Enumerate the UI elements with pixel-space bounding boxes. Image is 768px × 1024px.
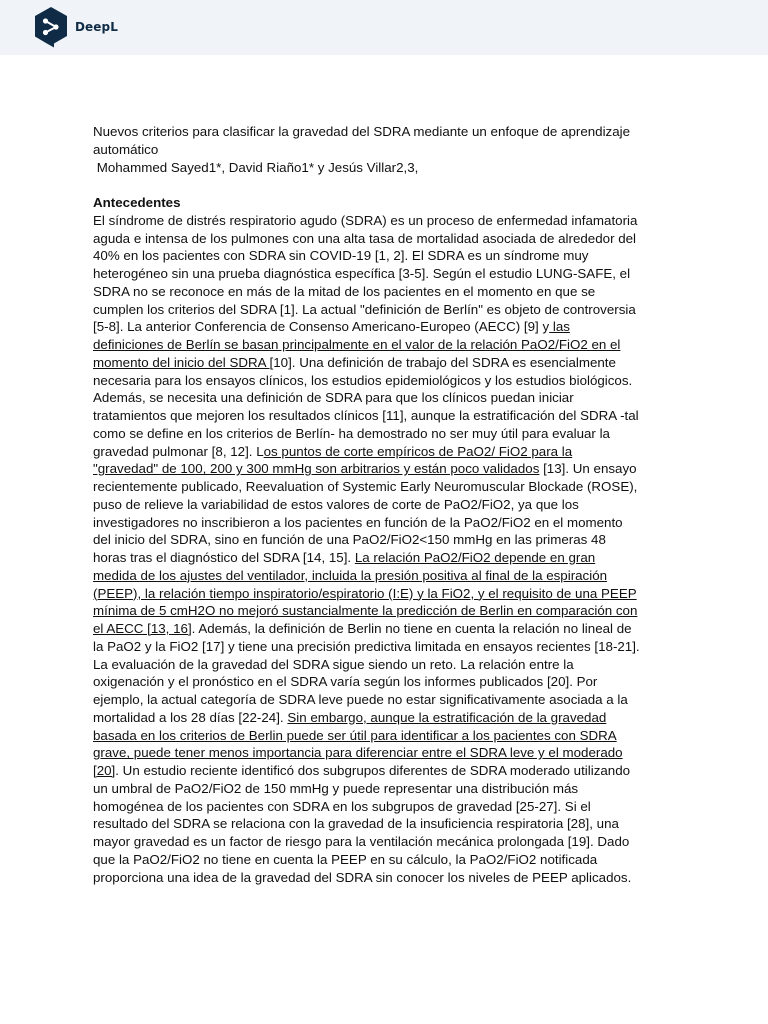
body-text-line xyxy=(93,833,683,851)
body-text-line xyxy=(93,638,683,656)
text-segment: tratamientos que mejoren los resultados clínicos [11], aunque la estratificación del SDRA -tal xyxy=(93,408,639,423)
text-segment: como se define en los criterios de Berlín- ha demostrado no ser muy útil para evaluar la xyxy=(93,425,610,441)
highlighted-text-segment: momento del inicio del SDRA xyxy=(93,354,270,370)
deepl-logo-icon xyxy=(33,6,69,48)
text-segment: necesaria para los ensayos clínicos, los estudios epidemiológicos y los estudios biológicos. xyxy=(93,372,633,388)
text-segment: [10]. Una definición de trabajo del SDRA es esencialmente xyxy=(269,354,616,370)
body-text-line xyxy=(93,283,683,301)
body-text-line xyxy=(93,389,683,407)
section-heading: Antecedentes xyxy=(93,195,181,210)
body-text-line xyxy=(93,727,683,745)
highlighted-text-segment: basada en los criterios de Berlin puede ser útil para identificar a los pacientes con SDRA xyxy=(93,727,617,743)
text-segment: cumplen los criterios del SDRA [1]. La actual "definición de Berlín" es objeto de controversia xyxy=(93,301,636,317)
highlighted-text-segment: las xyxy=(549,319,570,335)
top-bar xyxy=(0,0,768,55)
text-segment: un umbral de PaO2/FiO2 de 150 mmHg y puede representar una distribución más xyxy=(93,780,579,796)
body-text-line xyxy=(93,318,683,336)
text-segment: proporciona una idea de la gravedad del SDRA sin conocer los niveles de PEEP aplicados. xyxy=(93,869,632,885)
body-text-line xyxy=(93,460,683,478)
text-segment: la PaO2 y la FiO2 [17] y tiene una precisión predictiva limitada en ensayos recientes [18-21]. xyxy=(93,638,640,654)
body-text-line xyxy=(93,851,683,869)
document-body xyxy=(93,123,683,886)
text-segment: [5-8]. La anterior Conferencia de Consenso Americano-Europeo (AECC) [9] y xyxy=(93,319,550,335)
deepl-logo[interactable] xyxy=(33,6,118,48)
document-authors: Mohammed Sayed1*, David Riaño1* y Jesús Villar2,3, xyxy=(93,159,419,175)
body-text-line xyxy=(93,549,683,567)
body-text-line xyxy=(93,425,683,443)
highlighted-text-segment: os puntos de corte empíricos de PaO2/ FiO2 para la xyxy=(263,443,573,459)
text-segment: [13]. Un ensayo xyxy=(539,461,637,477)
body-text-line xyxy=(93,336,683,354)
body-text-line xyxy=(93,301,683,319)
body-text-line xyxy=(93,230,683,248)
text-segment: ejemplo, la actual categoría de SDRA leve puede no estar significativamente asociada a la xyxy=(93,692,628,707)
text-segment: homogénea de los pacientes con SDRA en los subgrupos de gravedad [25-27]. Si el xyxy=(93,798,591,814)
body-text-line xyxy=(93,673,683,691)
body-text-line xyxy=(93,656,683,674)
highlighted-text-segment: grave, puede tener menos importancia para diferenciar entre el SDRA leve y el moderado xyxy=(93,745,623,761)
highlighted-text-segment: el AECC [13, 16] xyxy=(93,621,192,636)
text-segment: mortalidad a los 28 días [22-24]. xyxy=(93,709,288,725)
text-segment: SDRA no se reconoce en más de la mitad de los pacientes en el momento en que se xyxy=(93,283,596,299)
text-segment: horas tras el diagnóstico del SDRA [14, 15]. xyxy=(93,550,355,565)
text-segment: gravedad pulmonar [8, 12]. L xyxy=(93,443,264,459)
body-text-line xyxy=(93,691,683,709)
text-segment: puso de relieve la variabilidad de estos valores de corte de PaO2/FiO2, ya que los xyxy=(93,496,579,512)
text-segment: La evaluación de la gravedad del SDRA sigue siendo un reto. La relación entre la xyxy=(93,656,574,672)
body-text-line xyxy=(93,265,683,283)
body-text-line xyxy=(93,585,683,603)
paragraph-gap xyxy=(93,176,683,194)
text-segment: heterogéneo sin una prueba diagnóstica específica [3-5]. Según el estudio LUNG-SAFE, el xyxy=(93,266,631,281)
highlighted-text-segment: "gravedad" de 100, 200 y 300 mmHg son arbitrarios y están poco validados xyxy=(93,461,540,477)
text-segment: recientemente publicado, Reevaluation of Systemic Early Neuromuscular Blockade (ROSE), xyxy=(93,479,638,494)
body-text-line xyxy=(93,620,683,638)
highlighted-text-segment: La relación PaO2/FiO2 depende en gran xyxy=(354,550,596,565)
body-text-line xyxy=(93,567,683,585)
body-text-line xyxy=(93,247,683,265)
body-text-line xyxy=(93,798,683,816)
body-text-line xyxy=(93,531,683,549)
text-segment: . Además, la definición de Berlin no tiene en cuenta la relación no lineal de xyxy=(191,621,632,636)
highlighted-text-segment: mínima de 5 cmH2O no mejoró sustancialmente la predicción de Berlin en comparación con xyxy=(93,603,638,619)
text-segment: oxigenación y el pronóstico en el SDRA varía según los informes publicados [20]. Por xyxy=(93,674,598,690)
body-text-line xyxy=(93,212,683,230)
body-text-line xyxy=(93,815,683,833)
body-text-line xyxy=(93,744,683,762)
text-segment: Además, se necesita una definición de SDRA para que los clínicos puedan iniciar xyxy=(93,390,574,406)
text-segment: del inicio del SDRA, sino en función de una PaO2/FiO2<150 mmHg en las primeras 48 xyxy=(93,532,606,548)
text-segment: que la PaO2/FiO2 no tiene en cuenta la PEEP en su cálculo, la PaO2/FiO2 notificada xyxy=(93,851,598,867)
body-text-line xyxy=(93,762,683,780)
body-text-line xyxy=(93,407,683,425)
deepl-brand-name: DeepL xyxy=(75,20,118,34)
highlighted-text-segment: medida de los ajustes del ventilador, incluida la presión positiva al final de la espiración xyxy=(93,567,608,583)
highlighted-text-segment: (PEEP), la relación tiempo inspiratorio/espiratorio (I:E) y la FiO2, y el requisito de una PEEP xyxy=(93,585,637,601)
highlighted-text-segment: [20] xyxy=(93,763,116,778)
text-segment: resultado del SDRA se relaciona con la gravedad de la insuficiencia respiratoria [28], una xyxy=(93,816,619,832)
body-text-line xyxy=(93,780,683,798)
text-segment: . Un estudio reciente identificó dos subgrupos diferentes de SDRA moderado utilizando xyxy=(115,763,631,778)
body-text-line xyxy=(93,354,683,372)
body-text-line xyxy=(93,372,683,390)
document-title-line: Nuevos criterios para clasificar la gravedad del SDRA mediante un enfoque de aprendizaje xyxy=(93,124,631,139)
text-segment: investigadores no inscribieron a los pacientes en función de la PaO2/FiO2 en el momento xyxy=(93,514,623,530)
text-segment: mayor gravedad es un factor de riesgo para la ventilación mecánica prolongada [19]. Dado xyxy=(93,834,630,849)
highlighted-text-segment: definiciones de Berlín se basan principalmente en el valor de la relación PaO2/FiO2 en el xyxy=(93,337,621,352)
body-text-line xyxy=(93,478,683,496)
document-title-line: automático xyxy=(93,141,159,157)
body-text-line xyxy=(93,869,683,887)
highlighted-text-segment: Sin embargo, aunque la estratificación de la gravedad xyxy=(287,709,607,725)
body-text-line xyxy=(93,514,683,532)
section-body xyxy=(93,212,683,887)
body-text-line xyxy=(93,709,683,727)
text-segment: El síndrome de distrés respiratorio agudo (SDRA) es un proceso de enfermedad infamatoria xyxy=(93,212,638,228)
body-text-line xyxy=(93,443,683,461)
text-segment: 40% en los pacientes con SDRA sin COVID-19 [1, 2]. El SDRA es un síndrome muy xyxy=(93,248,589,264)
body-text-line xyxy=(93,602,683,620)
body-text-line xyxy=(93,496,683,514)
text-segment: aguda e intensa de los pulmones con una alta tasa de mortalidad asociada de alrededor del xyxy=(93,230,637,246)
